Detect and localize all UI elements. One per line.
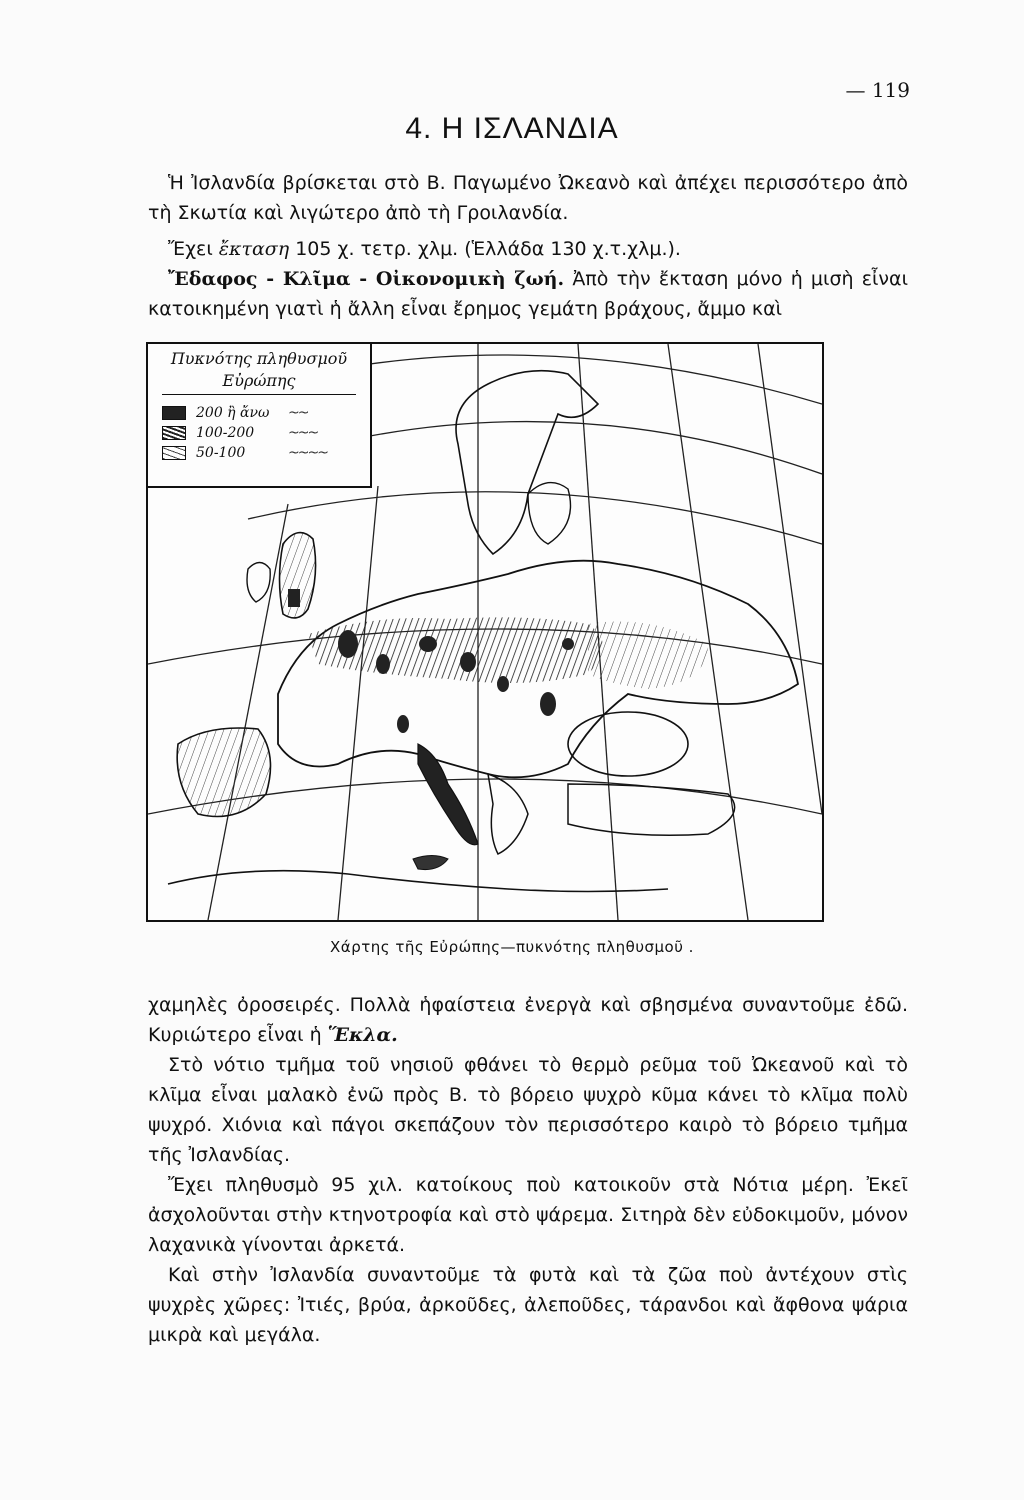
map-greece <box>488 774 528 854</box>
volcano-text: χαμηλὲς ὀροσειρές. Πολλὰ ἡφαίστεια ἐνεργὰ καὶ σβησμένα συναντοῦμε ἐδῶ. Κυριώτερο εἶναι ἡ <box>148 994 908 1046</box>
legend-label: 100-200 <box>196 425 255 441</box>
map-black-sea <box>568 712 688 776</box>
page-number: — 119 <box>845 78 910 102</box>
legend-squiggle: ~~ <box>288 405 308 421</box>
legend-title-line1: Πυκνότης πληθυσμοῦ <box>170 349 348 368</box>
map-italy <box>418 744 478 845</box>
map-scandinavia <box>456 371 598 554</box>
europe-population-map <box>146 342 824 922</box>
area-term: ἔκταση <box>218 238 290 260</box>
legend-row-mid <box>162 423 370 443</box>
legend-title <box>148 348 370 392</box>
paragraph-location: Ἡ Ἰσλανδία βρίσκεται στὸ Β. Παγωμένο Ὠκεανὸ καὶ ἀπέχει περισσότερο ἀπὸ τὴ Σκωτία καὶ λιγώτερο ἀπὸ τὴ Γροιλανδία. <box>148 172 908 224</box>
legend-label: 200 ἢ ἄνω <box>196 405 270 421</box>
legend-swatch-low <box>162 446 186 460</box>
paragraph-climate: Στὸ νότιο τμῆμα τοῦ νησιοῦ φθάνει τὸ θερμὸ ρεῦμα τοῦ Ὠκεανοῦ καὶ τὸ κλῖμα εἶναι μαλακὸ ἐνῶ πρὸς Β. τὸ βόρειο ψυχρὸ κῦμα κάνει τὸ κλῖμα πολὺ ψυχρό. Χιόνια καὶ πάγοι σκεπάζουν τὸν περισσότερο καιρὸ τὸ βόρειο τμῆμα τῆς Ἰσλανδίας. <box>148 1054 908 1166</box>
legend-squiggle: ~~~~ <box>288 445 327 461</box>
paragraph-flora-fauna: Καὶ στὴν Ἰσλανδία συναντοῦμε τὰ φυτὰ καὶ τὰ ζῶα ποὺ ἀντέχουν στὶς ψυχρὲς χῶρες: Ἰτιές, βρύα, ἀρκοῦδες, ἀλεποῦδες, τάρανδοι καὶ ἄφθονα ψάρια μικρὰ καὶ μεγάλα. <box>148 1264 908 1346</box>
legend-row-dense <box>162 403 370 423</box>
paragraph-terrain <box>148 264 908 324</box>
map-london-dense <box>288 589 300 607</box>
map-africa-coast <box>168 871 668 892</box>
map-caption: Χάρτης τῆς Εὐρώπης—πυκνότης πληθυσμοῦ . <box>330 938 694 956</box>
area-prefix: Ἔχει <box>168 238 213 260</box>
map-finland <box>528 483 571 544</box>
map-iberia <box>177 728 270 817</box>
legend-label: 50-100 <box>196 445 246 461</box>
page-title: 4. Η ΙΣΛΑΝΔΙΑ <box>405 112 619 145</box>
legend-divider <box>162 394 356 395</box>
paragraph-volcanoes <box>148 990 908 1050</box>
area-text: 105 χ. τετρ. χλμ. (Ἑλλάδα 130 χ.τ.χλμ.). <box>295 238 681 260</box>
map-sicily <box>413 856 448 870</box>
map-east-band <box>588 622 708 690</box>
terrain-text: Ἀπὸ τὴν ἔκταση μόνο ἡ μισὴ εἶναι κατοικημένη γιατὶ ἡ ἄλλη εἶναι ἔρημος γεμάτη βράχους, ἄμμο καὶ <box>148 268 908 320</box>
section-heading: Ἔδαφος - Κλῖμα - Οἰκονομικὴ ζωή. <box>168 268 565 290</box>
paragraph-area <box>148 234 908 264</box>
paragraph-population: Ἔχει πληθυσμὸ 95 χιλ. κατοίκους ποὺ κατοικοῦν στὰ Νότια μέρη. Ἐκεῖ ἀσχολοῦνται στὴν κτηνοτροφία καὶ στὸ ψάρεμα. Σιτηρὰ δὲν εὐδοκιμοῦν, μόνον λαχανικὰ γίνονται ἀρκετά. <box>148 1174 908 1256</box>
legend-squiggle: ~~~ <box>288 425 318 441</box>
legend-swatch-mid <box>162 426 186 440</box>
legend-title-line2: Εὐρώπης <box>222 371 296 390</box>
legend-row-low <box>162 443 370 463</box>
legend-swatch-dense <box>162 406 186 420</box>
map-turkey <box>568 784 735 835</box>
map-legend <box>148 344 372 488</box>
volcano-name: Ἕκλα. <box>327 1024 398 1046</box>
map-ireland <box>247 563 270 603</box>
